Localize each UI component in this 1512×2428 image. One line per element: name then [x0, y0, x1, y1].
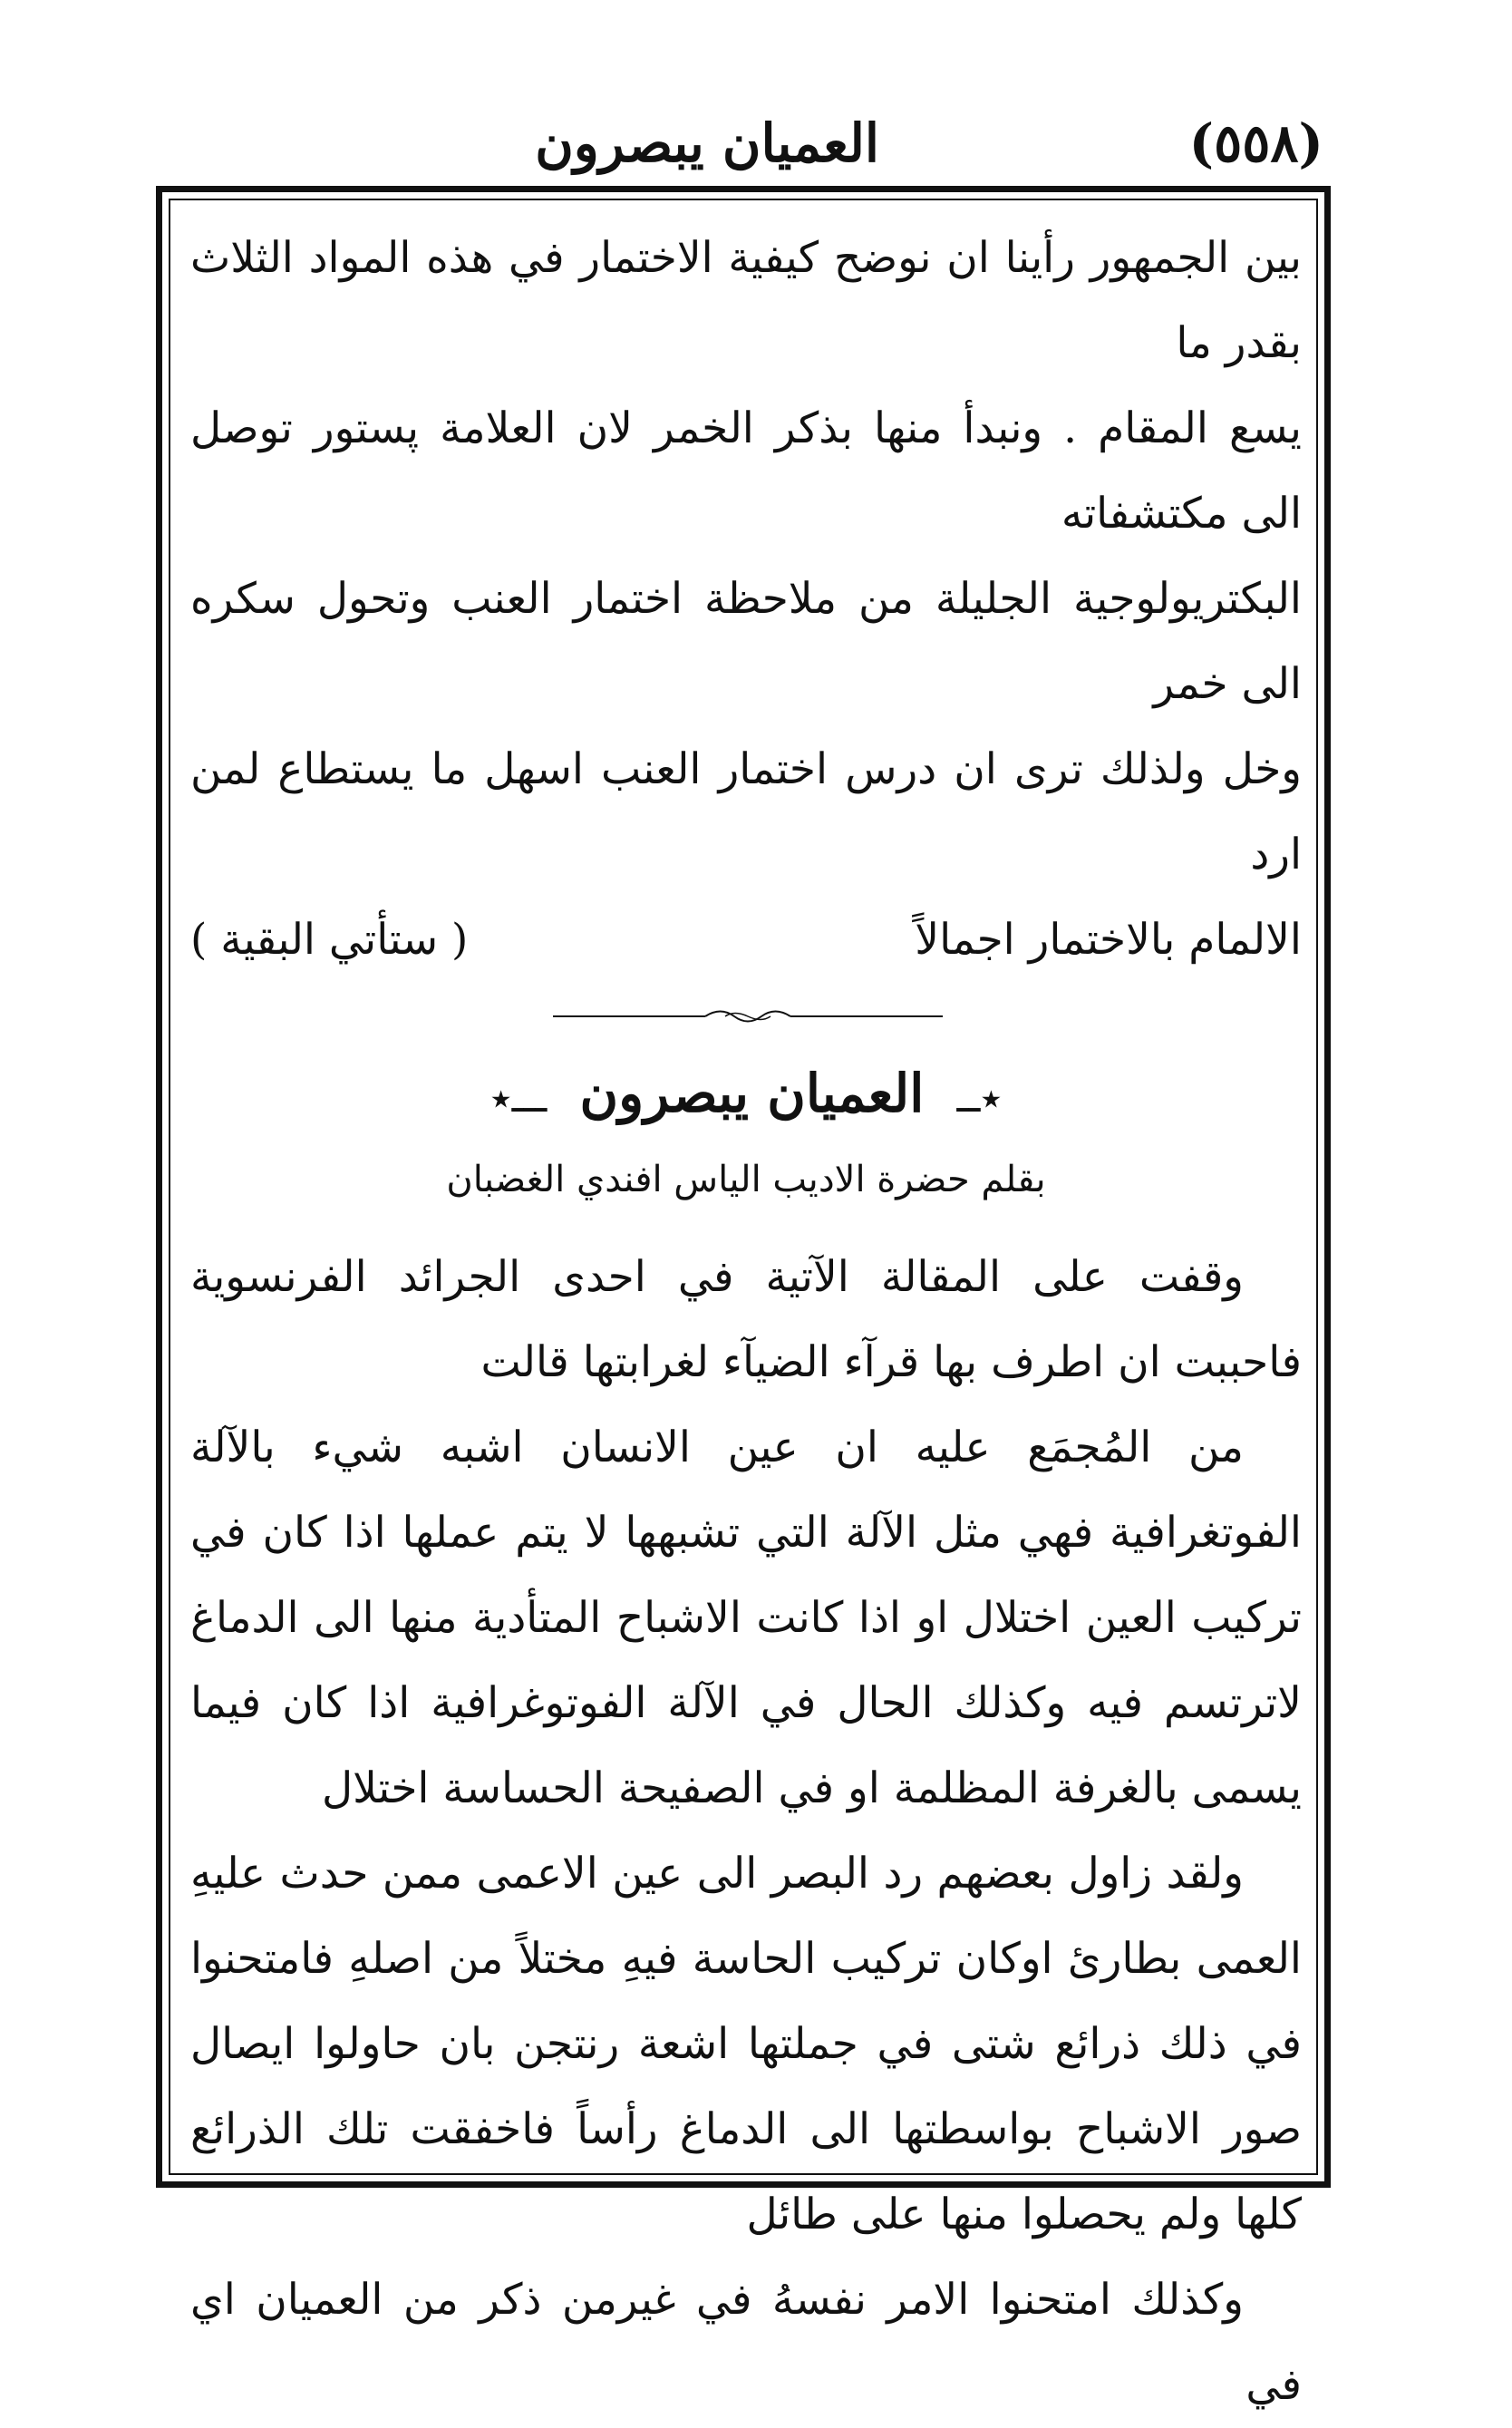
- ornament-icon: ـــ٭: [489, 1075, 548, 1122]
- continued-note: ( ستأتي البقية ): [190, 915, 469, 965]
- ornamental-rule-icon: [553, 1003, 943, 1030]
- section-separator: [190, 983, 1302, 1048]
- text-line: وخل ولذلك ترى ان درس اختمار العنب اسهل ما يستطاع لمن ارد: [190, 744, 1302, 879]
- running-title: العميان يبصرون: [535, 112, 879, 174]
- text-line: البكتريولوجية الجليلة من ملاحظة اختمار العنب وتحول سكره الى خمر: [190, 574, 1302, 709]
- previous-article-ending: [190, 216, 1302, 983]
- paragraph: من المُجمَع عليه ان عين الانسان اشبه شيء بالآلة الفوتغرافية فهي مثل الآلة التي تشبهها لا يتم عملها اذا كان في تركيب العين اختلال او اذا كانت الاشباح المتأدية منها الى الدماغ لاترتسم فيه وكذلك الحال في الآلة الفوتوغرافية اذا كان فيما يسمى بالغرفة المظلمة او في الصفيحة الحساسة اختلال: [190, 1423, 1302, 1813]
- ornament-icon: ٭ــ: [956, 1075, 1003, 1122]
- text-line: يسع المقام . ونبدأ منها بذكر الخمر لان العلامة پستور توصل الى مكتشفاته: [190, 403, 1302, 539]
- page-content: [190, 216, 1302, 2410]
- closing-line: [190, 898, 1302, 983]
- article-title-text: العميان يبصرون: [579, 1063, 925, 1124]
- page-number: (٥٥٨): [1188, 112, 1323, 174]
- paragraph: وكذلك امتحنوا الامر نفسهُ في غيرمن ذكر من العميان اي في: [190, 2275, 1302, 2410]
- article-byline: بقلم حضرة الاديب الياس افندي الغضبان: [446, 1159, 1046, 1200]
- paragraph: ولقد زاول بعضهم رد البصر الى عين الاعمى ممن حدث عليهِ العمى بطارئ اوكان تركيب الحاسة فيهِ مختلاً من اصلهِ فامتحنوا في ذلك ذرائع شتى في جملتها اشعة رنتجن بان حاولوا ايصال صور الاشباح بواسطتها الى الدماغ رأساً فاخفقت تلك الذرائع كلها ولم يحصلوا منها على طائل: [190, 1849, 1302, 2239]
- running-head: [161, 107, 1323, 180]
- text-line: بين الجمهور رأينا ان نوضح كيفية الاختمار في هذه المواد الثلاث بقدر ما: [190, 233, 1302, 368]
- paragraph: وقفت على المقالة الآتية في احدى الجرائد الفرنسوية فاحببت ان اطرف بها قرآء الضيآء لغرابتها قالت: [190, 1252, 1302, 1387]
- text-line: الالمام بالاختمار اجمالاً: [915, 915, 1302, 965]
- article-title: [190, 1048, 1302, 1144]
